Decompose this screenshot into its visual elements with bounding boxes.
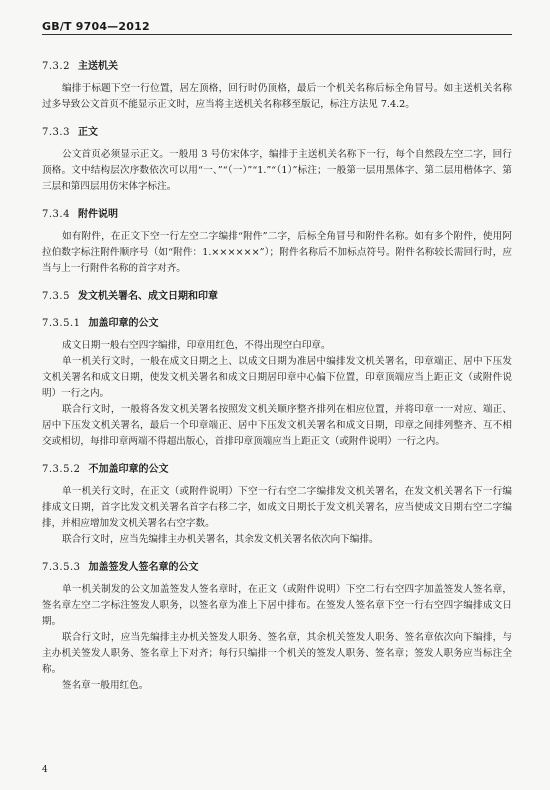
paragraph: 联合行文时，应当先编排主办机关署名，其余发文机关署名依次向下编排。 xyxy=(62,534,379,545)
paragraph: 如有附件，在正文下空一行左空二字编排“附件”二字，后标全角冒号和附件名称。如有多个附件，使用阿拉伯数字标注附件顺序号（如“附件：1.××××××”）；附件名称后不加标点符号。附件名称较长需回行时，应当与上一行附件名称的首字对齐。 xyxy=(42,231,512,274)
section-title: 加盖签发人签名章的公文 xyxy=(88,562,199,573)
section-number: 7.3.5.2 xyxy=(42,464,81,475)
section-number: 7.3.2 xyxy=(42,61,70,72)
section-title: 主送机关 xyxy=(77,61,118,72)
page-number: 4 xyxy=(42,765,48,775)
section-number: 7.3.5 xyxy=(42,291,70,302)
paragraph: 签名章一般用红色。 xyxy=(62,680,149,691)
section-title: 不加盖印章的公文 xyxy=(88,464,169,475)
section-number: 7.3.3 xyxy=(42,127,70,138)
paragraph: 公文首页必须显示正文。一般用 3 号仿宋体字，编排于主送机关名称下一行，每个自然段左空二字，回行顶格。文中结构层次序数依次可以用“一、”“（一）”“1.”“（1）”标注；一般第一层用黑体字、第二层用楷体字、第三层和第四层用仿宋体字标注。 xyxy=(42,149,512,192)
section-heading xyxy=(42,126,512,140)
section-heading xyxy=(42,561,512,575)
section-title: 正文 xyxy=(77,127,98,138)
paragraph: 成文日期一般右空四字编排，印章用红色，不得出现空白印章。 xyxy=(62,340,331,351)
section-number: 7.3.5.1 xyxy=(42,318,81,329)
paragraph: 联合行文时，一般将各发文机关署名按照发文机关顺序整齐排列在相应位置，并将印章一一对应、端正、居中下压发文机关署名，最后一个印章端正、居中下压发文机关署名和成文日期，印章之间排列整齐、互不相交或相切，每排印章两端不得超出版心，首排印章顶端应当上距正文（或附件说明）一行之内。 xyxy=(42,404,512,447)
section-heading xyxy=(42,208,512,222)
paragraph: 单一机关制发的公文加盖签发人签名章时，在正文（或附件说明）下空二行右空四字加盖签发人签名章，签名章左空二字标注签发人职务，以签名章为准上下居中排布。在签发人签名章下空一行右空四字编排成文日期。 xyxy=(42,584,512,627)
section-title: 发文机关署名、成文日期和印章 xyxy=(77,291,218,302)
paragraph: 单一机关行文时，在正文（或附件说明）下空一行右空二字编排发文机关署名，在发文机关署名下一行编排成文日期，首字比发文机关署名首字右移二字，如成文日期长于发文机关署名，应当使成文日期右空二字编排，并相应增加发文机关署名右空字数。 xyxy=(42,486,512,529)
section-heading xyxy=(42,317,512,331)
section-title: 加盖印章的公文 xyxy=(88,318,159,329)
section-heading xyxy=(42,60,512,74)
section-title: 附件说明 xyxy=(77,209,118,220)
standard-code-header: GB/T 9704—2012 xyxy=(42,20,150,33)
paragraph: 编排于标题下空一行位置，居左顶格，回行时仍顶格，最后一个机关名称后标全角冒号。如主送机关名称过多导致公文首页不能显示正文时，应当将主送机关名称移至版记，标注方法见 7.4.2。 xyxy=(42,83,512,110)
document-body xyxy=(42,60,512,694)
section-heading xyxy=(42,290,512,304)
paragraph: 联合行文时，应当先编排主办机关签发人职务、签名章，其余机关签发人职务、签名章依次向下编排，与主办机关签发人职务、签名章上下对齐；每行只编排一个机关的签发人职务、签名章；签发人职务应当标注全称。 xyxy=(42,632,512,675)
section-heading xyxy=(42,463,512,477)
section-number: 7.3.5.3 xyxy=(42,562,81,573)
section-number: 7.3.4 xyxy=(42,209,70,220)
header-rule xyxy=(42,34,512,35)
paragraph: 单一机关行文时，一般在成文日期之上、以成文日期为准居中编排发文机关署名，印章端正、居中下压发文机关署名和成文日期，使发文机关署名和成文日期居印章中心偏下位置，印章顶端应当上距正文（或附件说明）一行之内。 xyxy=(42,356,512,399)
